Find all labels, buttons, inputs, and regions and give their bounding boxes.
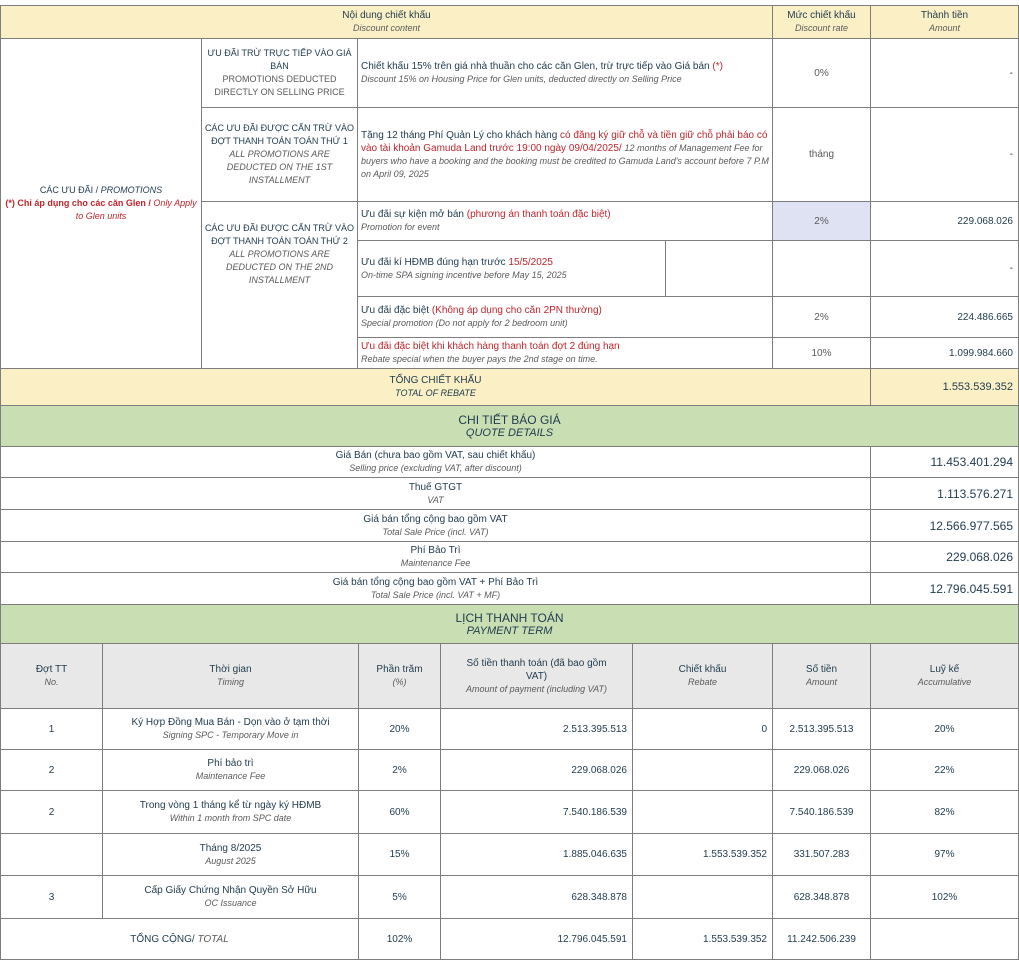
col-no-en: No. (44, 677, 59, 687)
promotions-note-vi: (*) Chỉ áp dụng cho các căn Glen / (5, 198, 151, 208)
pay-row-3-rebate (632, 833, 773, 876)
pay-row-2-vi: Trong vòng 1 tháng kể từ ngày ký HĐMB (139, 800, 322, 811)
promo-row-0-amount-value: - (1009, 67, 1013, 79)
pay-row-2-acc (870, 790, 1019, 834)
quote-row-2-value-text: 12.566.977.565 (929, 518, 1013, 533)
col-payment-en: Amount of payment (including VAT) (466, 683, 607, 694)
pay-row-0-acc (870, 708, 1019, 750)
quote-row-0-value-text: 11.453.401.294 (930, 455, 1013, 469)
promo-row-1-amount-value: - (1009, 149, 1013, 160)
pay-row-4-rebate (632, 875, 773, 919)
quote-details-header (0, 405, 1019, 447)
promotions-label-en: PROMOTIONS (100, 185, 163, 195)
pay-row-2-pay (440, 790, 633, 834)
pay-row-0-acc-text: 20% (934, 723, 955, 735)
promo-row-2-amount-value: 229.068.026 (957, 215, 1013, 227)
payment-total-pay (440, 918, 633, 960)
pay-row-3-vi: Tháng 8/2025 (199, 842, 262, 854)
col-header-amount (772, 643, 871, 709)
payment-total-pct-text: 102% (386, 933, 413, 945)
payment-total-rebate-text: 1.553.539.352 (703, 933, 767, 945)
promo-row-3-vi-red: 15/5/2025 (508, 256, 553, 268)
group1-en: PROMOTIONS DEDUCTED DIRECTLY ON SELLING PRICE (214, 74, 345, 97)
col-amount-en: Amount (805, 677, 838, 687)
promo-row-1-rate (772, 107, 871, 202)
quote-row (0, 446, 871, 478)
group3-vi: CÁC ƯU ĐÃI ĐƯỢC CẤN TRỪ VÀO ĐỢT THANH TOÁN TOÁN THỨ 2 (204, 223, 355, 246)
promo-row (357, 296, 773, 338)
col-header-timing (102, 643, 359, 709)
pay-row-1-no-text: 2 (48, 764, 55, 776)
col-header-accumulative (870, 643, 1019, 709)
pay-row-3-pct-text: 15% (389, 849, 410, 860)
pay-row-1-pct-text: 2% (392, 764, 407, 776)
group2-en: ALL PROMOTIONS ARE DEDUCTED ON THE 1ST INSTALLMENT (226, 149, 333, 185)
quote-row (0, 509, 871, 542)
promo-row-2-rate-value: 2% (814, 215, 829, 227)
col-acc-vi: Luỹ kế (929, 664, 960, 675)
promo-row-0-vi-red: (*) (712, 61, 723, 72)
header-amount-en: Amount (928, 23, 961, 33)
pay-row-1-pay-text: 229.068.026 (571, 764, 627, 776)
pay-row-1-en: Maintenance Fee (195, 771, 266, 781)
pay-row-1-acc (870, 749, 1019, 791)
payment-total-en: TOTAL (197, 933, 229, 945)
pay-row-3-pay (440, 833, 633, 876)
promo-row-2-vi: Ưu đãi sự kiện mở bán (361, 209, 464, 220)
col-header-percent (358, 643, 441, 709)
promo-row-2-rate (772, 201, 871, 241)
promo-row-1-en: 12 months of Management Fee for buyers who have a booking and the booking must be credited to Gamuda Land's account before 7 P.M on April 09, 2025 (361, 142, 769, 179)
quote-row-1-vi: Thuế GTGT (408, 481, 463, 493)
pay-row-3-amount (772, 833, 871, 876)
col-percent-en: (%) (392, 677, 407, 687)
payment-total-amount-text: 11.242.506.239 (787, 933, 856, 945)
promo-row-4-amount-value: 224.486.665 (957, 311, 1013, 323)
promo-row-5-vi-red: Ưu đãi đặc biệt khi khách hàng thanh toán đợt 2 đúng hạn (361, 341, 620, 352)
pay-row-4-pay (440, 875, 633, 919)
pay-row-2-en: Within 1 month from SPC date (169, 813, 292, 823)
col-timing-en: Timing (217, 677, 244, 687)
header-rate-en: Discount rate (794, 23, 849, 33)
promo-row-5-amount (870, 337, 1019, 369)
promo-row-0-rate (772, 38, 871, 108)
promo-row-0-amount (870, 38, 1019, 108)
pay-row-4-amount (772, 875, 871, 919)
pay-row-0-timing (102, 708, 359, 750)
pay-row-2-amount (772, 790, 871, 834)
header-amount-vi: Thành tiền (920, 10, 969, 21)
quote-title-en: QUOTE DETAILS (465, 427, 554, 439)
payment-title-en: PAYMENT TERM (466, 625, 553, 637)
promo-group-second-installment (201, 201, 358, 369)
payment-term-header (0, 604, 1019, 644)
pay-row-2-rebate (632, 790, 773, 834)
quote-row-1-value-text: 1.113.576.271 (937, 486, 1013, 501)
pay-row-1-no (0, 749, 103, 791)
promotions-label-vi: CÁC ƯU ĐÃI / (39, 185, 99, 195)
promo-row-5-en: Rebate special when the buyer pays the 2nd stage on time. (361, 354, 598, 364)
total-rebate-value: 1.553.539.352 (942, 381, 1013, 393)
pay-row-2-pct-text: 60% (389, 806, 410, 818)
payment-total-label (0, 918, 359, 960)
promo-row-2-amount (870, 201, 1019, 241)
payment-total-pay-text: 12.796.045.591 (557, 933, 627, 945)
payment-total-pct (358, 918, 441, 960)
col-percent-vi: Phần trăm (376, 664, 423, 675)
pay-row-4-pct (358, 875, 441, 919)
pay-row-0-en: Signing SPC - Temporary Move in (162, 730, 299, 740)
payment-total-vi: TỔNG CỘNG/ (130, 933, 195, 945)
quote-row-2-value (870, 509, 1019, 542)
quote-row-3-en: Maintenance Fee (400, 558, 471, 568)
pay-row-4-en: OC Issuance (204, 898, 257, 908)
pay-row-1-acc-text: 22% (934, 764, 955, 776)
quote-row-3-value (870, 541, 1019, 573)
col-payment-vi: Số tiền thanh toán (đã bao gồm VAT) (466, 657, 607, 682)
pay-row-0-amount (772, 708, 871, 750)
payment-total-amount (772, 918, 871, 960)
discount-rate-header (772, 5, 871, 39)
pay-row-2-no-text: 2 (48, 806, 55, 818)
amount-header (870, 5, 1019, 39)
quote-row-4-value-text: 12.796.045.591 (929, 581, 1013, 596)
col-header-no (0, 643, 103, 709)
pay-row-3-amount-text: 331.507.283 (793, 849, 850, 860)
promo-group-first-installment (201, 107, 358, 202)
col-rebate-en: Rebate (687, 677, 718, 687)
promo-row-1-amount (870, 107, 1019, 202)
quote-row-0-vi: Giá Bán (chưa bao gồm VAT, sau chiết khấu) (335, 450, 536, 461)
pay-row-2-amount-text: 7.540.186.539 (789, 806, 854, 818)
pay-row-0-no-text: 1 (48, 723, 55, 735)
promo-row (357, 201, 773, 241)
quote-row-4-value (870, 572, 1019, 605)
pay-row-2-pct (358, 790, 441, 834)
promo-row-0-vi: Chiết khấu 15% trên giá nhà thuần cho các căn Glen, trừ trực tiếp vào Giá bán (361, 61, 710, 72)
pay-row-4-acc-text: 102% (931, 891, 958, 903)
promo-row-4-rate (772, 296, 871, 338)
pay-row-2-no (0, 790, 103, 834)
pay-row-0-no (0, 708, 103, 750)
group2-vi: CÁC ƯU ĐÃI ĐƯỢC CẤN TRỪ VÀO ĐỢT THANH TOÁN TOÁN THỨ 1 (204, 123, 355, 146)
col-rebate-vi: Chiết khấu (678, 664, 727, 675)
quote-row (0, 477, 871, 510)
promo-row-3-amount-value: - (1009, 263, 1013, 274)
promo-row-5-amount-value: 1.099.984.660 (949, 347, 1013, 359)
promo-row-3-en: On-time SPA signing incentive before May 15, 2025 (361, 269, 567, 280)
pay-row-1-rebate (632, 749, 773, 791)
col-timing-vi: Thời gian (209, 664, 252, 675)
promo-row (357, 38, 773, 108)
promo-row (357, 107, 773, 202)
pay-row-0-pay (440, 708, 633, 750)
promo-group-direct (201, 38, 358, 108)
header-content-vi: Nội dung chiết khấu (342, 10, 431, 21)
promo-row-0-rate-value: 0% (814, 67, 829, 79)
promo-row-5-rate-value: 10% (811, 347, 832, 359)
pay-row-0-amount-text: 2.513.395.513 (789, 723, 854, 735)
quote-row-3-vi: Phí Bảo Trì (410, 545, 461, 556)
promo-row-5-rate (772, 337, 871, 369)
promo-row-2-en: Promotion for event (361, 222, 440, 232)
pay-row-4-amount-text: 628.348.878 (793, 891, 850, 903)
total-rebate-amount (870, 368, 1019, 406)
header-rate-vi: Mức chiết khấu (787, 10, 856, 21)
promo-row (357, 240, 666, 297)
promo-row-3-vi: Ưu đãi kí HĐMB đúng hạn trước (361, 256, 506, 268)
col-no-vi: Đợt TT (35, 664, 68, 675)
pay-row-4-acc (870, 875, 1019, 919)
quote-row-3-value-text: 229.068.026 (946, 550, 1013, 564)
quote-row-1-value (870, 477, 1019, 510)
quote-row-2-vi: Giá bán tổng cộng bao gồm VAT (363, 513, 508, 525)
pay-row-3-rebate-text: 1.553.539.352 (703, 849, 767, 860)
promo-row-3-amount (870, 240, 1019, 297)
promo-row-2-vi-red: (phương án thanh toán đặc biệt) (466, 209, 611, 220)
pay-row-4-pct-text: 5% (392, 891, 407, 903)
quote-row-4-en: Total Sale Price (incl. VAT + MF) (370, 589, 501, 600)
promo-row-3-rate (772, 240, 871, 297)
pay-row-3-timing (102, 833, 359, 876)
promo-row-4-vi: Ưu đãi đặc biệt (361, 305, 430, 316)
quote-row-0-en: Selling price (excluding VAT, after discount) (349, 463, 522, 473)
pay-row-0-rebate-text: 0 (761, 723, 767, 735)
discount-content-header (0, 5, 773, 39)
promotions-label (0, 38, 202, 369)
payment-total-rebate (632, 918, 773, 960)
promo-row-4-amount (870, 296, 1019, 338)
promo-row-0-en: Discount 15% on Housing Price for Glen units, deducted directly on Selling Price (361, 74, 682, 84)
group3-en: ALL PROMOTIONS ARE DEDUCTED ON THE 2ND INSTALLMENT (225, 249, 333, 285)
pay-row-1-amount (772, 749, 871, 791)
pay-row-1-timing (102, 749, 359, 791)
promo-row-1-vi-red: có đăng ký giữ chỗ và tiền giữ chỗ phải báo có vào tài khoản Gamuda Land trước 19:00 ngày 09/04/2025/ (361, 129, 768, 154)
group1-vi: ƯU ĐÃI TRỪ TRỰC TIẾP VÀO GIÁ BÁN (207, 48, 352, 71)
pay-row-3-acc (870, 833, 1019, 876)
pay-row-1-pay (440, 749, 633, 791)
pay-row-0-pct (358, 708, 441, 750)
col-header-rebate (632, 643, 773, 709)
promo-row-4-en: Special promotion (Do not apply for 2 bedroom unit) (361, 318, 568, 328)
pay-row-3-en: August 2025 (205, 855, 256, 866)
pay-row-0-vi: Ký Hợp Đồng Mua Bán - Dọn vào ở tạm thời (131, 717, 330, 728)
pay-row-2-pay-text: 7.540.186.539 (563, 806, 627, 818)
pay-row-1-amount-text: 229.068.026 (793, 764, 850, 776)
pay-row-0-pay-text: 2.513.395.513 (563, 723, 627, 735)
pay-row-3-acc-text: 97% (934, 849, 955, 860)
pay-row-4-pay-text: 628.348.878 (571, 891, 627, 903)
quote-row-1-en: VAT (427, 494, 444, 505)
promotions-note-en: Only Apply to Glen units (75, 198, 197, 221)
header-content-en: Discount content (352, 23, 421, 33)
total-rebate-vi: TỔNG CHIẾT KHẤU (389, 375, 482, 386)
quote-row-2-en: Total Sale Price (incl. VAT) (382, 526, 489, 537)
pay-row-2-timing (102, 790, 359, 834)
pay-row-2-acc-text: 82% (934, 806, 955, 818)
pay-row-1-pct (358, 749, 441, 791)
total-rebate-en: TOTAL OF REBATE (395, 388, 476, 398)
quote-row (0, 541, 871, 573)
promo-row (357, 337, 773, 369)
payment-title-vi: LỊCH THANH TOÁN (455, 611, 564, 625)
pay-row-0-pct-text: 20% (389, 723, 410, 735)
total-rebate-label (0, 368, 871, 406)
quote-title-vi: CHI TIẾT BÁO GIÁ (458, 413, 561, 427)
quote-row-0-value (870, 446, 1019, 478)
pay-row-3-pay-text: 1.885.046.635 (563, 849, 627, 860)
promo-row-4-vi-red: (Không áp dụng cho căn 2PN thường) (431, 305, 602, 316)
pay-row-4-timing (102, 875, 359, 919)
payment-total-acc (870, 918, 1019, 960)
pay-row-3-pct (358, 833, 441, 876)
col-amount-vi: Số tiền (805, 664, 838, 675)
pay-row-4-vi: Cấp Giấy Chứng Nhận Quyền Sở Hữu (144, 885, 317, 896)
pay-row-1-vi: Phí bảo trì (207, 758, 254, 769)
pay-row-0-rebate (632, 708, 773, 750)
quote-row (0, 572, 871, 605)
promo-row-3-blank (665, 240, 773, 297)
pay-row-3-no (0, 833, 103, 876)
pay-row-4-no (0, 875, 103, 919)
promo-row-1-rate-value: tháng (808, 149, 835, 160)
col-header-payment (440, 643, 633, 709)
promo-row-1-vi: Tặng 12 tháng Phí Quản Lý cho khách hàng (361, 129, 558, 141)
col-acc-en: Accumulative (917, 677, 972, 687)
pay-row-4-no-text: 3 (48, 891, 55, 903)
promo-row-4-rate-value: 2% (814, 311, 829, 323)
quote-row-4-vi: Giá bán tổng cộng bao gồm VAT + Phí Bảo Trì (332, 576, 539, 588)
